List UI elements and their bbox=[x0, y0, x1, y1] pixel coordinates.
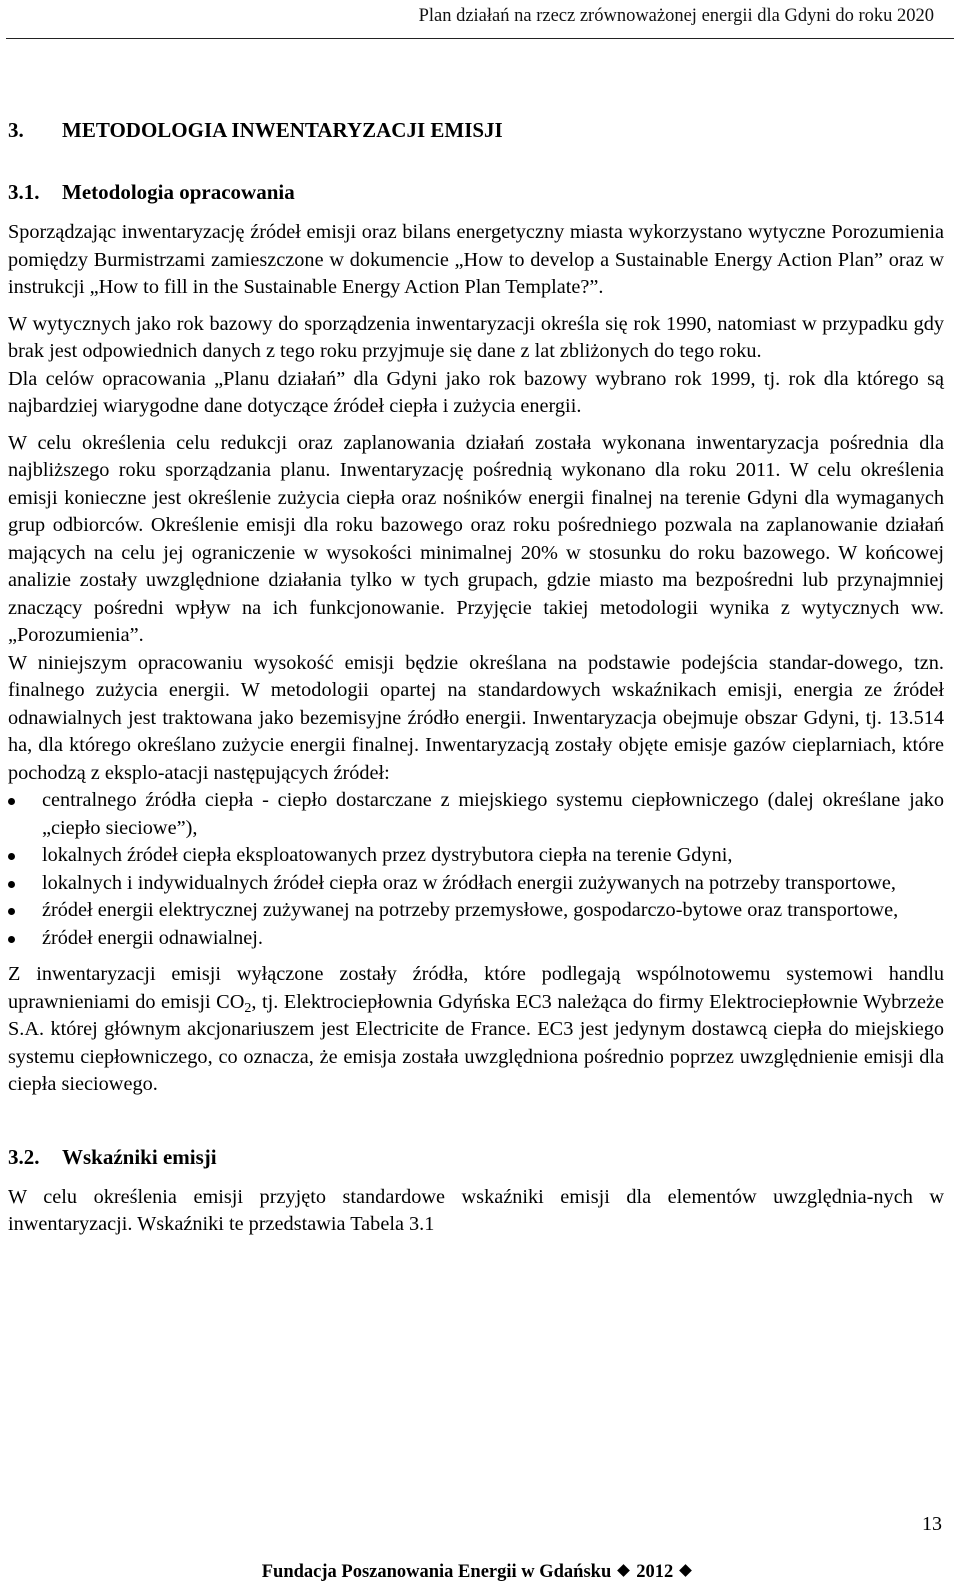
paragraph-5: W niniejszym opracowaniu wysokość emisji będzie określana na podstawie podejścia standar-dowego, tzn. finalnego zużycia energii. W metodologii opartej na standardowych wskaźnikach emisji, energia ze źródeł odnawialnych jest traktowana jako bezemisyjne źródło energii. Inwentaryzacja obejmuje obszar Gdyni, tj. 13.514 ha, dla którego określano zużycie energii finalnej. Inwentaryzacją zostały objęte emisje gazów cieplarniach, które pochodzą z eksplo-atacji następujących źródeł: bbox=[8, 651, 944, 784]
section-title: METODOLOGIA INWENTARYZACJI EMISJI bbox=[62, 118, 503, 142]
page-content bbox=[8, 112, 944, 1239]
emission-sources-list bbox=[8, 787, 944, 952]
running-header: Plan działań na rzecz zrównoważonej energii dla Gdyni do roku 2020 bbox=[418, 6, 934, 26]
paragraph-2: W wytycznych jako rok bazowy do sporządzenia inwentaryzacji określa się rok 1990, natomiast w przypadku gdy brak jest odpowiednich danych z tego roku przyjmuje się dane z lat zbliżonych do tego roku. bbox=[8, 312, 944, 362]
list-item: źródeł energii odnawialnej. bbox=[8, 925, 944, 953]
list-item: lokalnych i indywidualnych źródeł ciepła oraz w źródłach energii zużywanych na potrzeby transportowe, bbox=[8, 870, 944, 898]
diamond-icon bbox=[617, 1564, 630, 1577]
bullet-icon bbox=[8, 798, 15, 805]
bullet-icon bbox=[8, 853, 15, 860]
co2-subscript: 2 bbox=[244, 1000, 252, 1016]
paragraph-1: Sporządzając inwentaryzację źródeł emisji oraz bilans energetyczny miasta wykorzystano wytyczne Porozumienia pomiędzy Burmistrzami zamieszczone w dokumencie „How to develop a Sustainable Energy Action Plan” oraz w instrukcji „How to fill in the Sustainable Energy Action Plan Template?”. bbox=[8, 221, 944, 298]
diamond-icon bbox=[679, 1564, 692, 1577]
bullet-icon bbox=[8, 881, 15, 888]
subsection-heading-3-2 bbox=[8, 1139, 944, 1175]
paragraph-4: W celu określenia celu redukcji oraz zaplanowania działań została wykonana inwentaryzacja pośrednia dla najbliższego roku sporządzania planu. Inwentaryzację pośrednią wykonano dla roku 2011. W celu określenia emisji konieczne jest określenie zużycia ciepła oraz nośników energii finalnej na terenie Gdyni dla wymaganych grup odbiorców. Określenie emisji dla roku bazowego oraz roku pośredniego pozwala na zaplanowanie działań mających na celu jej ograniczenie w wysokości minimalnej 20% w stosunku do roku bazowego. W końcowej analizie zostały uwzględnione działania tylko w tych grupach, gdzie miasto ma bezpośredni lub przynajmniej znaczący pośredni wpływ na ich funkcjonowanie. Przyjęcie takiej metodologii wynika z wytycznych ww. „Porozumienia”. bbox=[8, 431, 944, 646]
subsection-heading-3-1 bbox=[8, 174, 944, 210]
paragraph-closing: Z inwentaryzacji emisji wyłączone zostały źródła, które podlegają wspólnotowemu systemowi handlu uprawnieniami do emisji $CO_2$, tj. Elektrociepłownia Gdyńska EC3 należąca do firmy Elektrociepłownie Wybrzeże S.A. której głównym akcjonariuszem jest Electricite de France. EC3 jest jedynym dostawcą ciepła do miejskiego systemu ciepłowniczego, co oznacza, że emisja została uwzględniona pośrednio poprzez uwzględnienie emisji dla ciepła sieciowego. bbox=[8, 963, 945, 1095]
footer bbox=[0, 1562, 960, 1583]
section-heading bbox=[8, 112, 944, 148]
subsection-number: 3.1. bbox=[8, 180, 40, 204]
paragraph-3: Dla celów opracowania „Planu działań” dla Gdyni jako rok bazowy wybrano rok 1999, tj. rok dla którego są najbardziej wiarygodne dane dotyczące źródeł ciepła i zużycia energii. bbox=[8, 367, 944, 417]
page-number: 13 bbox=[922, 1513, 942, 1535]
list-item: centralnego źródła ciepła - ciepło dostarczane z miejskiego systemu ciepłowniczego (dalej określane jako „ciepło sieciowe”), bbox=[8, 787, 944, 842]
subsection-title: Wskaźniki emisji bbox=[62, 1144, 217, 1169]
header-divider bbox=[6, 38, 954, 39]
subsection-title: Metodologia opracowania bbox=[62, 180, 295, 204]
bullet-icon bbox=[8, 908, 15, 915]
paragraph-emission-factors: W celu określenia emisji przyjęto standardowe wskaźniki emisji dla elementów uwzględnia-nych w inwentaryzacji. Wskaźniki te przedstawia Tabela 3.1 bbox=[8, 1185, 944, 1235]
bullet-icon bbox=[8, 936, 15, 943]
footer-org: Fundacja Poszanowania Energii w Gdańsku bbox=[261, 1562, 612, 1582]
subsection-number: 3.2. bbox=[8, 1144, 40, 1169]
list-item: źródeł energii elektrycznej zużywanej na potrzeby przemysłowe, gospodarczo-bytowe oraz transportowe, bbox=[8, 897, 944, 925]
section-number: 3. bbox=[8, 118, 24, 142]
list-item: lokalnych źródeł ciepła eksploatowanych przez dystrybutora ciepła na terenie Gdyni, bbox=[8, 842, 944, 870]
footer-year: 2012 bbox=[636, 1562, 674, 1582]
